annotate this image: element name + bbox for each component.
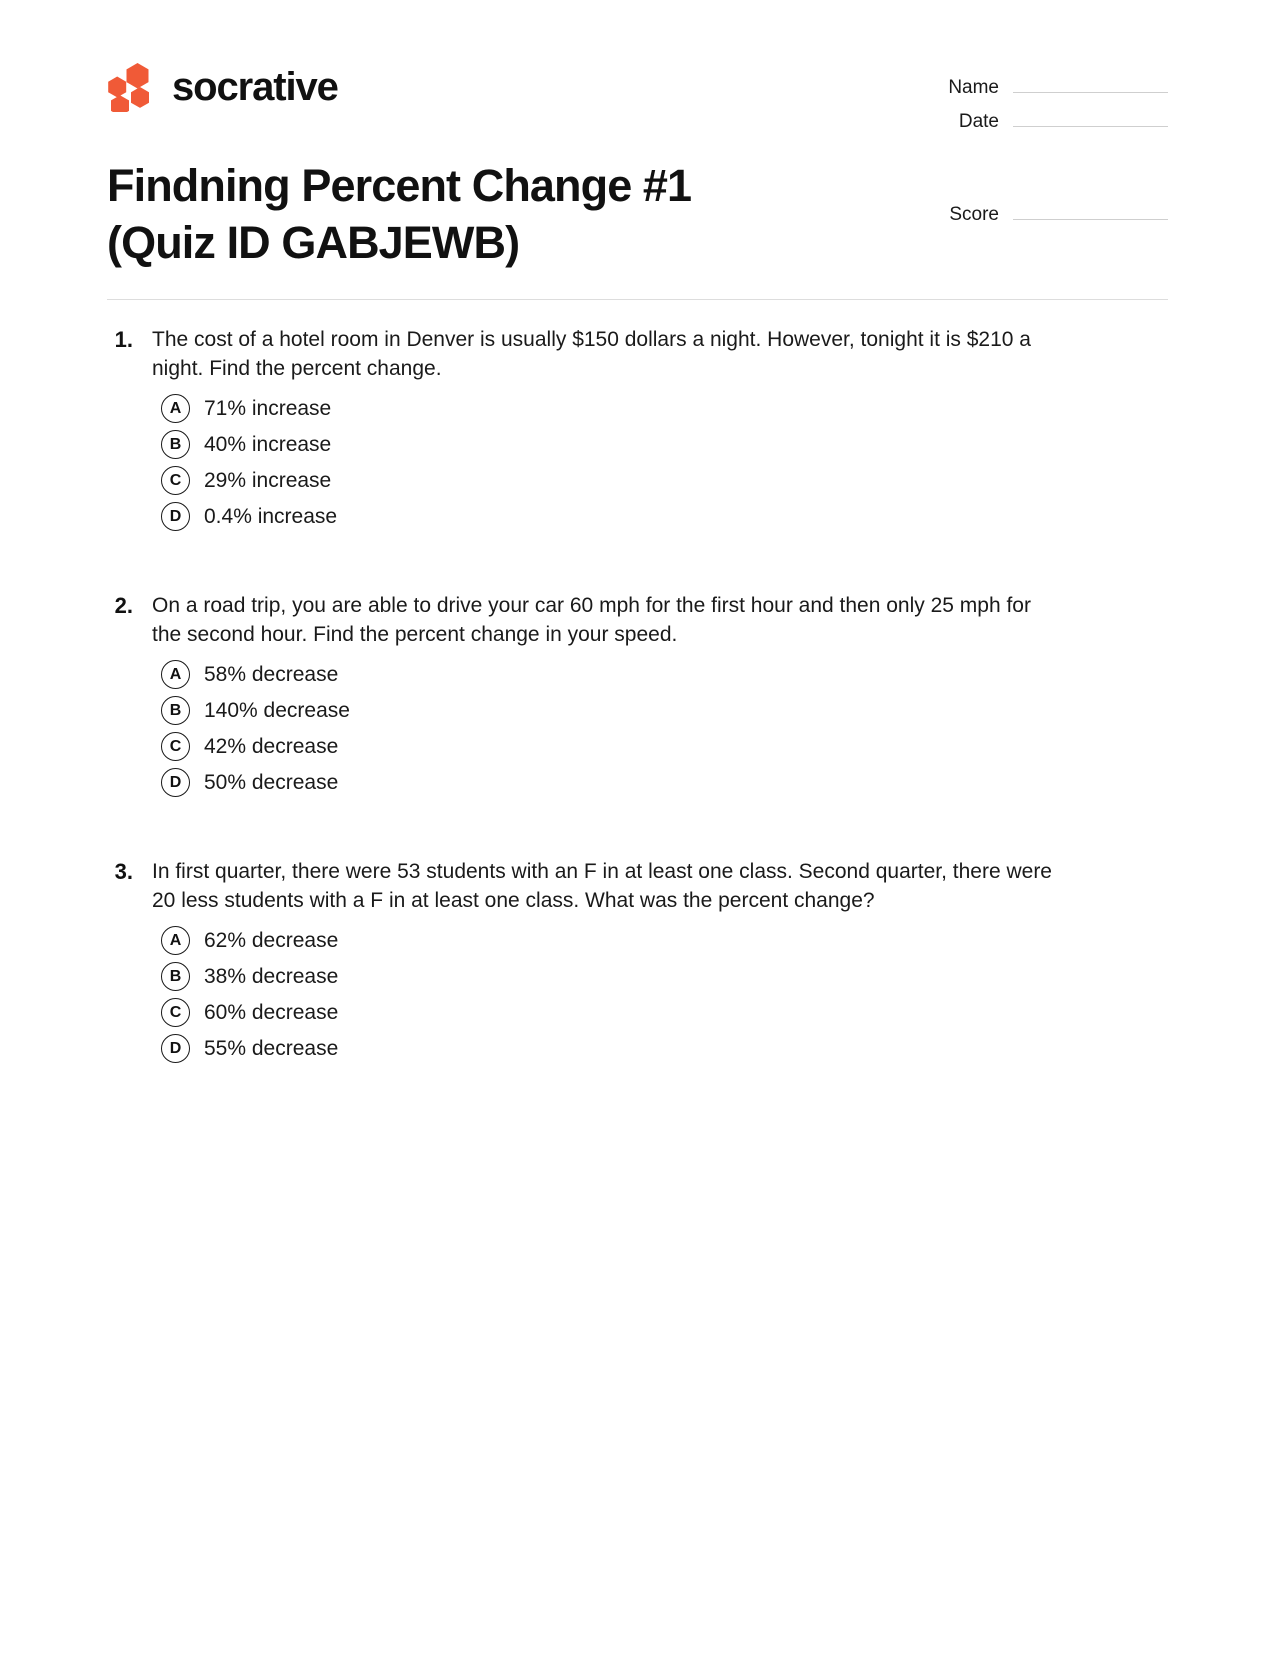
answer-options <box>107 394 1168 531</box>
option-text: 60% decrease <box>204 1001 339 1024</box>
answer-options <box>107 660 1168 797</box>
name-field-row <box>908 72 1168 99</box>
option-bubble-c[interactable]: C <box>161 998 190 1027</box>
option-bubble-c[interactable]: C <box>161 466 190 495</box>
answer-option[interactable] <box>107 1034 1168 1063</box>
answer-options <box>107 926 1168 1063</box>
score-label: Score <box>949 204 999 225</box>
option-bubble-d[interactable]: D <box>161 1034 190 1063</box>
answer-option[interactable] <box>107 962 1168 991</box>
answer-option[interactable] <box>107 732 1168 761</box>
score-field-row <box>908 199 1168 226</box>
question-block <box>107 591 1168 797</box>
option-text: 140% decrease <box>204 699 350 722</box>
option-bubble-b[interactable]: B <box>161 962 190 991</box>
name-input-line[interactable] <box>1013 72 1168 93</box>
option-text: 0.4% increase <box>204 505 338 528</box>
page-title: Findning Percent Change #1 (Quiz ID GABJEWB) <box>107 160 692 268</box>
option-bubble-a[interactable]: A <box>161 660 190 689</box>
option-text: 55% decrease <box>204 1037 339 1060</box>
answer-option[interactable] <box>107 502 1168 531</box>
date-input-line[interactable] <box>1013 106 1168 127</box>
option-text: 62% decrease <box>204 929 339 952</box>
question-text: The cost of a hotel room in Denver is usually $150 dollars a night. However, tonight it is $210 a night. Find the percent change. <box>152 328 1031 380</box>
question-text: On a road trip, you are able to drive your car 60 mph for the first hour and then only 25 mph for the second hour. Find the percent change in your speed. <box>152 594 1031 646</box>
option-bubble-c[interactable]: C <box>161 732 190 761</box>
question-number: 1. <box>114 327 133 352</box>
answer-option[interactable] <box>107 768 1168 797</box>
brand-name: socrative <box>172 65 338 109</box>
score-input-line[interactable] <box>1013 199 1168 220</box>
questions-list <box>107 325 1168 1123</box>
socrative-hexagons-logo-icon <box>107 62 155 112</box>
answer-option[interactable] <box>107 394 1168 423</box>
option-bubble-b[interactable]: B <box>161 430 190 459</box>
option-bubble-b[interactable]: B <box>161 696 190 725</box>
date-label: Date <box>958 111 999 132</box>
option-text: 71% increase <box>204 397 332 420</box>
option-bubble-a[interactable]: A <box>161 926 190 955</box>
question-block <box>107 325 1168 531</box>
option-text: 42% decrease <box>204 735 339 758</box>
student-info-fields <box>908 72 1168 140</box>
answer-option[interactable] <box>107 466 1168 495</box>
question-number: 3. <box>114 859 133 884</box>
option-bubble-d[interactable]: D <box>161 768 190 797</box>
option-text: 50% decrease <box>204 771 339 794</box>
header-divider <box>107 299 1168 300</box>
option-text: 38% decrease <box>204 965 339 988</box>
option-bubble-d[interactable]: D <box>161 502 190 531</box>
question-header <box>107 325 1168 383</box>
option-bubble-a[interactable]: A <box>161 394 190 423</box>
date-field-row <box>908 106 1168 133</box>
question-block <box>107 857 1168 1063</box>
answer-option[interactable] <box>107 926 1168 955</box>
question-number: 2. <box>114 593 133 618</box>
option-text: 40% increase <box>204 433 332 456</box>
name-label: Name <box>948 77 999 98</box>
answer-option[interactable] <box>107 696 1168 725</box>
question-header <box>107 857 1168 915</box>
answer-option[interactable] <box>107 998 1168 1027</box>
brand-logo <box>107 62 338 112</box>
question-text: In first quarter, there were 53 students with an F in at least one class. Second quarter, there were 20 less students with a F in at least one class. What was the percent change? <box>152 860 1052 912</box>
answer-option[interactable] <box>107 660 1168 689</box>
answer-option[interactable] <box>107 430 1168 459</box>
option-text: 58% decrease <box>204 663 339 686</box>
option-text: 29% increase <box>204 469 332 492</box>
question-header <box>107 591 1168 649</box>
